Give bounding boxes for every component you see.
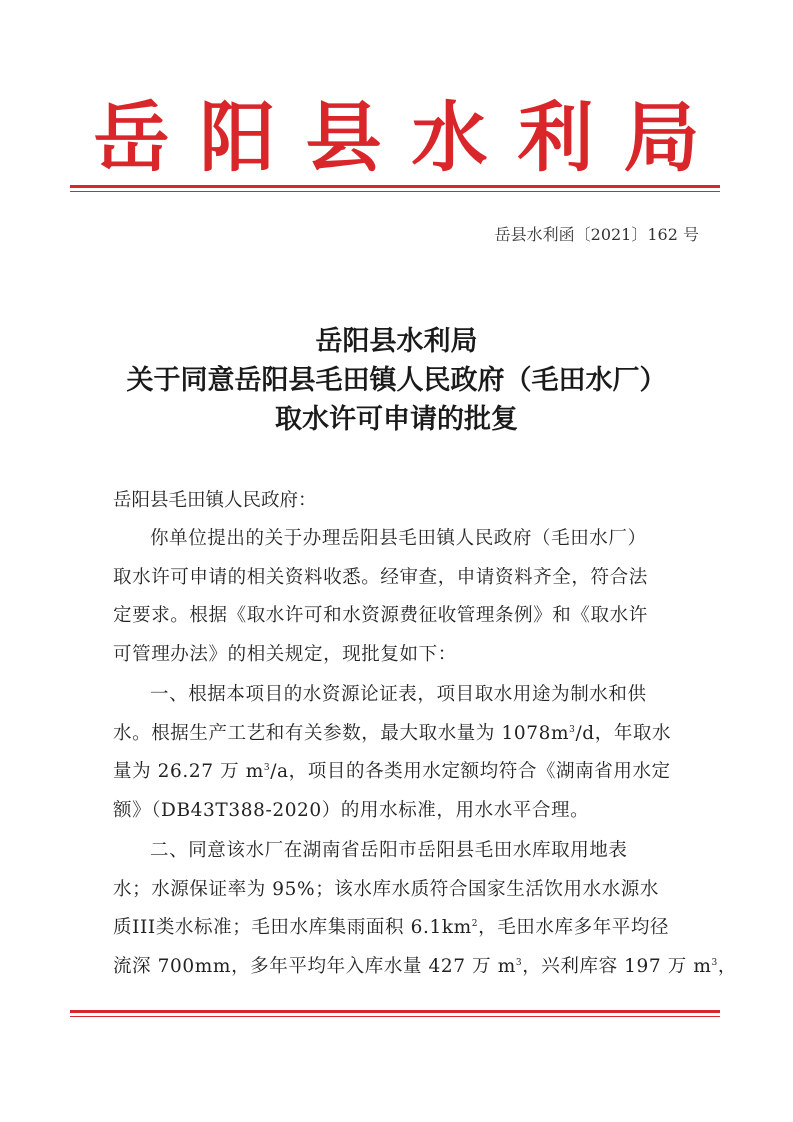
footer-divider-thick [70,1010,720,1013]
text-segment: ， [717,955,737,977]
title-line-3: 取水许可申请的批复 [275,404,518,435]
text-segment: 量为 26.27 万 m [113,761,264,782]
superscript: 2 [471,918,479,929]
paragraph-line: 额》（DB43T388-2020）的用水标准，用水水平合理。 [113,799,590,821]
text-segment: 水。根据生产工艺和有关参数，最大取水量为 1078m [113,722,570,744]
paragraph-line: 水；水源保证率为 95%；该水库水质符合国家生活饮用水水源水 [113,878,660,900]
document-number: 岳县水利函〔2021〕162 号 [494,225,699,244]
paragraph-line: 二、同意该水厂在湖南省岳阳市岳阳县毛田水库取用地表 [150,840,628,861]
document-title [0,322,793,439]
letterhead-divider-thick [70,185,720,188]
title-line-2: 关于同意岳阳县毛田镇人民政府（毛田水厂） [126,365,667,396]
paragraph-item-2 [113,832,737,986]
paragraph-line: 你单位提出的关于办理岳阳县毛田镇人民政府（毛田水厂） [150,528,647,549]
letterhead-divider-thin [70,191,720,192]
paragraph-line [113,948,737,987]
superscript: 3 [569,724,576,735]
superscript: 3 [515,957,523,968]
text-segment: 质III类水标准；毛田水库集雨面积 6.1km [113,917,472,938]
paragraph-intro [113,520,703,674]
paragraph-item-1 [113,676,703,830]
paragraph-line: 定要求。根据《取水许可和水资源费征收管理条例》和《取水许 [113,605,648,626]
paragraph-line: 可管理办法》的相关规定，现批复如下： [113,643,457,665]
text-segment: ，毛田水库多年平均径 [478,917,670,938]
text-segment: ，兴利库容 197 万 m [522,955,712,977]
addressee: 岳阳县毛田镇人民政府： [113,490,317,511]
text-segment: /a，项目的各类用水定额均符合《湖南省用水定 [270,761,671,782]
paragraph-line [113,753,703,792]
text-segment: 流深 700mm，多年平均年入库水量 427 万 m [113,955,516,977]
superscript: 3 [263,762,271,773]
paragraph-line: 一、根据本项目的水资源论证表，项目取水用途为制水和供 [150,684,647,705]
superscript: 3 [711,957,718,968]
letterhead-org-name: 岳阳县水利局 [93,93,730,182]
paragraph-line [113,715,703,754]
paragraph-line [113,909,703,948]
title-line-1: 岳阳县水利局 [315,326,478,357]
text-segment: /d，年取水 [575,722,672,744]
footer-divider-thin [70,1016,720,1017]
paragraph-line: 取水许可申请的相关资料收悉。经审查，申请资料齐全，符合法 [113,566,648,588]
